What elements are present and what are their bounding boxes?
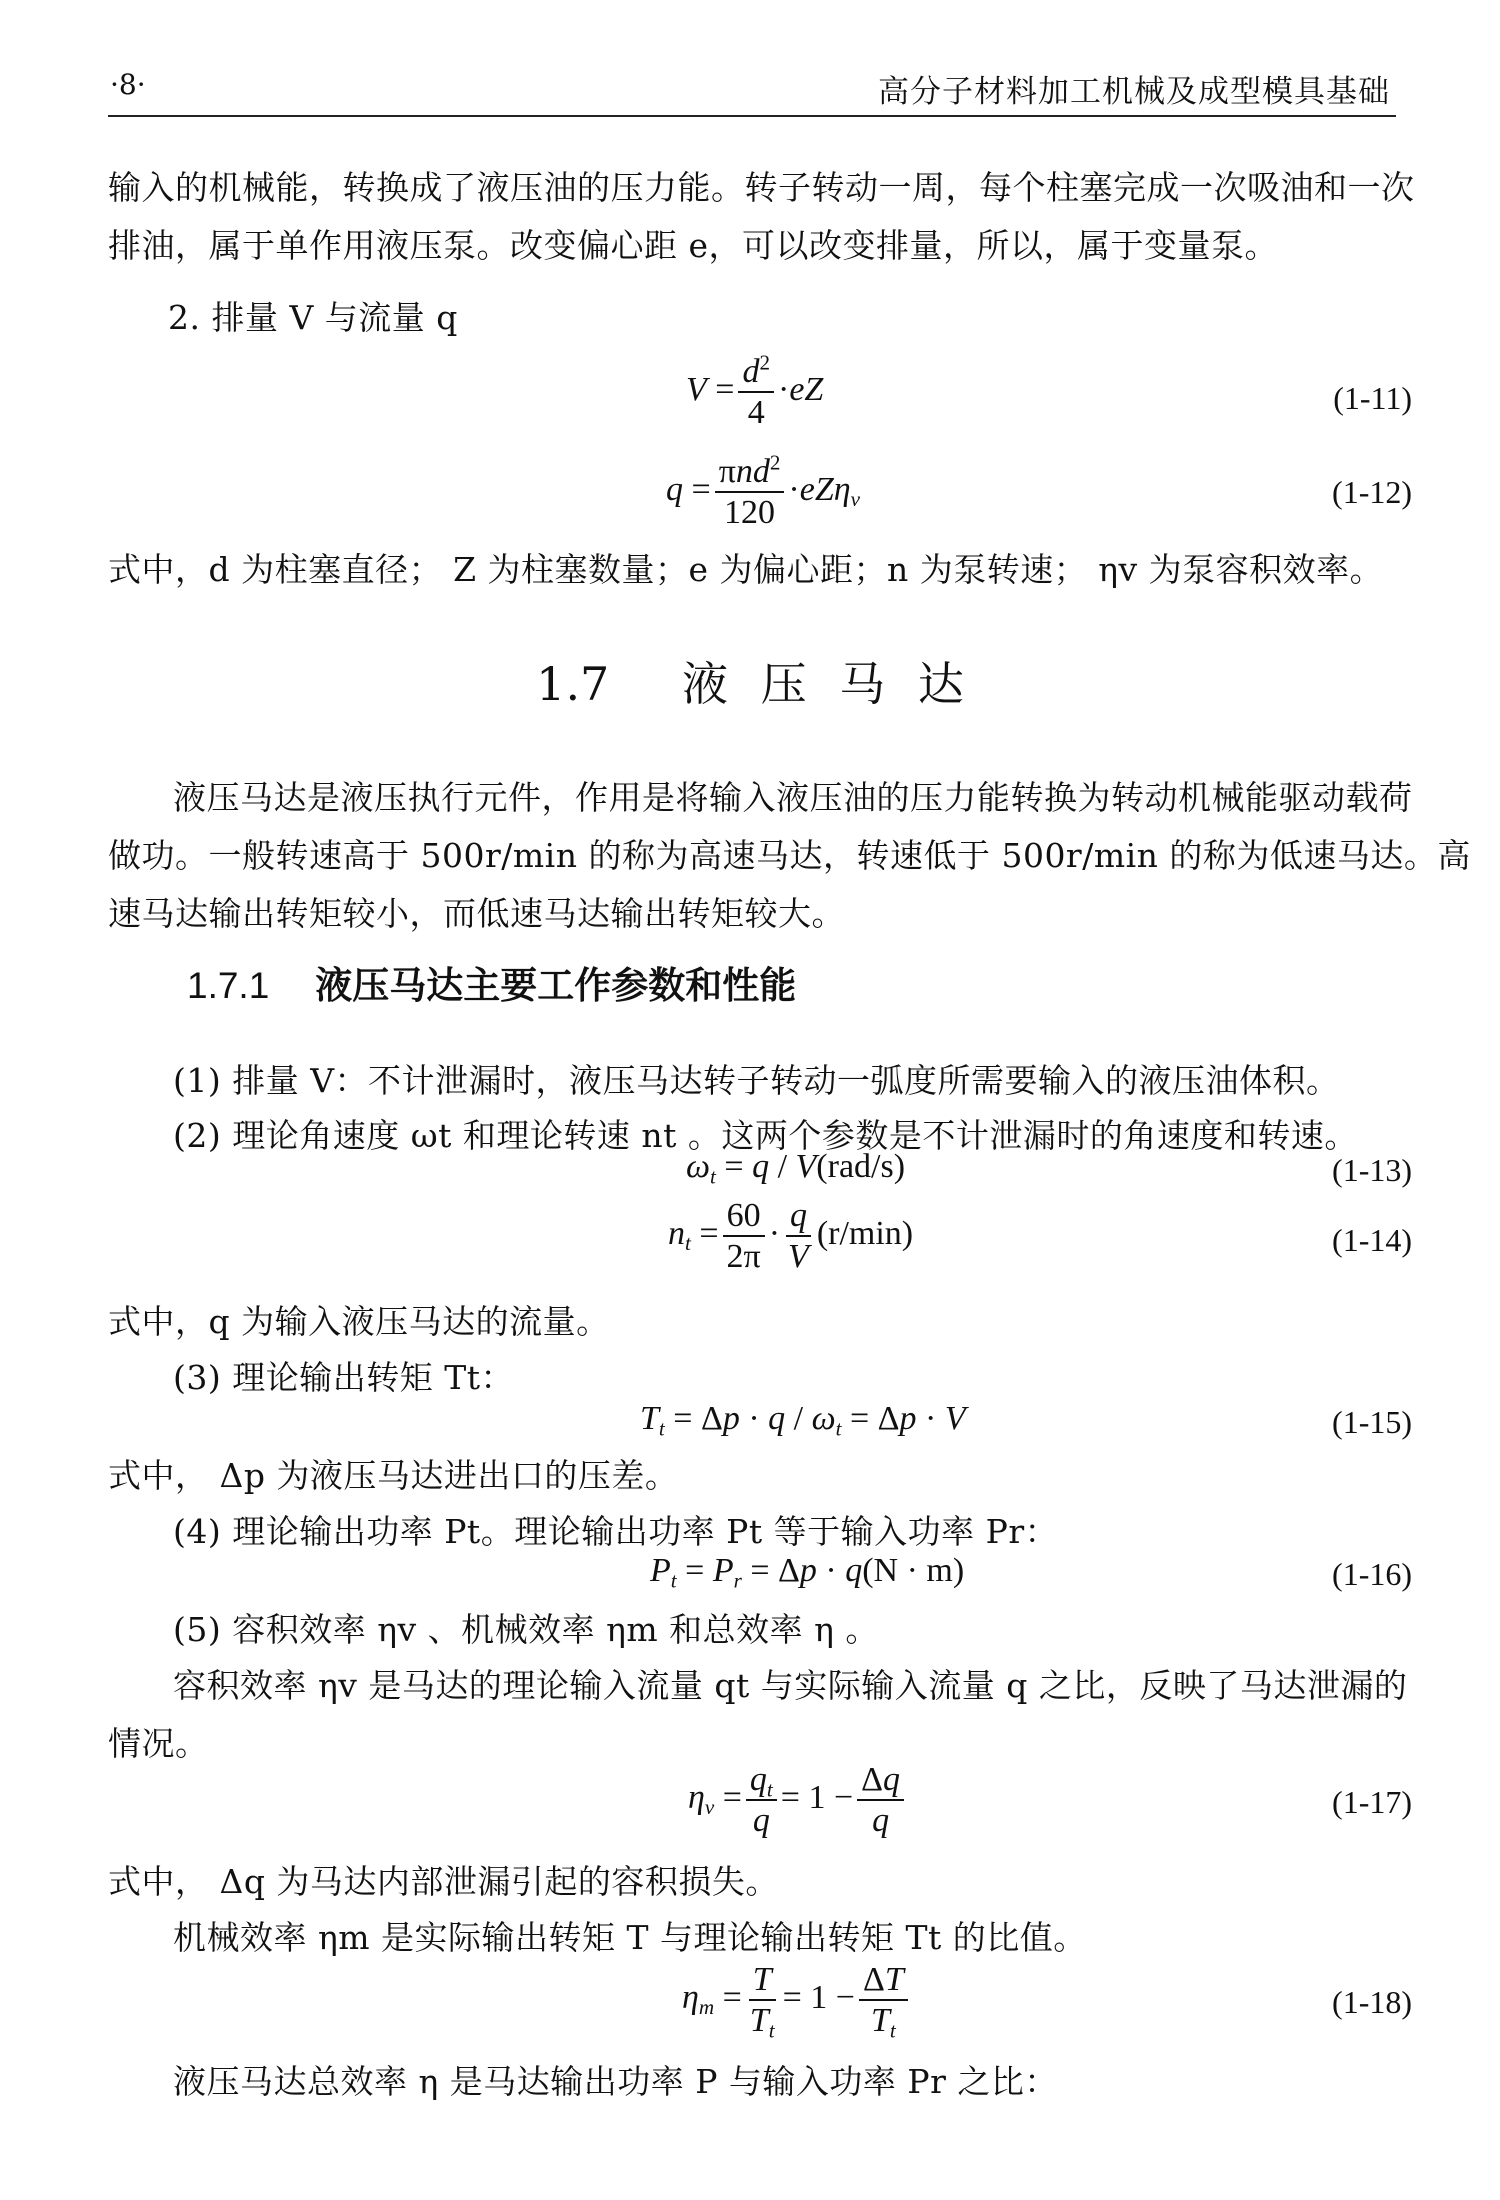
equation-1-18: $\eta_m$ = $\frac{T}{T_t}$ = 1 − $\frac{\Delta T}{T_t}$ bbox=[682, 1960, 912, 2040]
equation-1-16: $P_t = P_r = \Delta p \cdot q(N \cdot m)$ bbox=[650, 1552, 965, 1593]
total-efficiency-text: 液压马达总效率 η 是马达输出功率 P 与输入功率 Pr 之比： bbox=[173, 2062, 1058, 2101]
equation-1-15: $T_t = \Delta p \cdot q / \omega_t = \Delta p \cdot V$ bbox=[640, 1400, 966, 1441]
where-clause-1: 式中，d 为柱塞直径； Z 为柱塞数量；e 为偏心距；n 为泵转速； ηv 为泵容积效率。 bbox=[108, 550, 1384, 589]
intro-line-1: 输入的机械能，转换成了液压油的压力能。转子转动一周，每个柱塞完成一次吸油和一次 bbox=[108, 168, 1415, 207]
item-2: (2) 理论角速度 ωt 和理论转速 nt 。这两个参数是不计泄漏时的角速度和转速。 bbox=[173, 1116, 1358, 1155]
section-intro-line-3: 速马达输出转矩较小，而低速马达输出转矩较大。 bbox=[108, 894, 845, 933]
equation-1-17: $\eta_v$ = $\frac{q_t}{q}$ = 1 − $\frac{\Delta q}{q}$ bbox=[688, 1760, 908, 1840]
equation-1-14: $n_t$ = $\frac{60}{2\pi}$ · $\frac{q}{V}$ (r/min) bbox=[668, 1197, 914, 1276]
header-rule bbox=[108, 115, 1396, 117]
volumetric-efficiency-line-1: 容积效率 ηv 是马达的理论输入流量 qt 与实际输入流量 q 之比，反映了马达泄漏的 bbox=[173, 1666, 1408, 1705]
volumetric-efficiency-line-2: 情况。 bbox=[108, 1724, 209, 1763]
section-intro-line-1: 液压马达是液压执行元件，作用是将输入液压油的压力能转换为转动机械能驱动载荷 bbox=[173, 778, 1413, 817]
equation-number-1-13: (1-13) bbox=[1332, 1152, 1412, 1188]
item-3: (3) 理论输出转矩 Tt： bbox=[173, 1358, 514, 1397]
equation-number-1-11: (1-11) bbox=[1333, 380, 1412, 416]
equation-number-1-15: (1-15) bbox=[1332, 1404, 1412, 1440]
equation-number-1-17: (1-17) bbox=[1332, 1784, 1412, 1820]
section-heading bbox=[0, 648, 1500, 714]
mechanical-efficiency-text: 机械效率 ηm 是实际输出转矩 T 与理论输出转矩 Tt 的比值。 bbox=[173, 1918, 1087, 1957]
subsection-title: 液压马达主要工作参数和性能 bbox=[315, 964, 797, 1007]
item-1: (1) 排量 V：不计泄漏时，液压马达转子转动一弧度所需要输入的液压油体积。 bbox=[173, 1061, 1340, 1100]
equation-1-11: V = $\frac{d^2}{4}$ ·eZ bbox=[686, 350, 824, 432]
running-header-title: 高分子材料加工机械及成型模具基础 bbox=[878, 74, 1390, 110]
subsection-2-label: 2. 排量 V 与流量 q bbox=[168, 298, 458, 337]
where-clause-2: 式中，q 为输入液压马达的流量。 bbox=[108, 1302, 610, 1341]
equation-number-1-18: (1-18) bbox=[1332, 1984, 1412, 2020]
subsection-heading bbox=[187, 955, 796, 1009]
equation-number-1-16: (1-16) bbox=[1332, 1556, 1412, 1592]
equation-number-1-14: (1-14) bbox=[1332, 1222, 1412, 1258]
item-4: (4) 理论输出功率 Pt。理论输出功率 Pt 等于输入功率 Pr： bbox=[173, 1512, 1059, 1551]
equation-1-13: $\omega_t = q / V(rad/s)$ bbox=[686, 1148, 906, 1189]
equation-1-12: q = $\frac{\pi nd^2}{120}$ ·eZη$_v$ bbox=[666, 450, 860, 532]
item-5: (5) 容积效率 ηv 、机械效率 ηm 和总效率 η 。 bbox=[173, 1610, 879, 1649]
intro-line-2: 排油，属于单作用液压泵。改变偏心距 e，可以改变排量，所以，属于变量泵。 bbox=[108, 226, 1279, 265]
where-clause-3: 式中， Δp 为液压马达进出口的压差。 bbox=[108, 1456, 679, 1495]
section-title: 液 压 马 达 bbox=[681, 657, 964, 711]
section-number: 1.7 bbox=[536, 657, 610, 711]
page-number: ·8· bbox=[110, 68, 146, 101]
subsection-number: 1.7.1 bbox=[187, 965, 270, 1006]
section-intro-line-2: 做功。一般转速高于 500r/min 的称为高速马达，转速低于 500r/min 的称为低速马达。高 bbox=[108, 836, 1471, 875]
equation-number-1-12: (1-12) bbox=[1332, 474, 1412, 510]
where-clause-4: 式中， Δq 为马达内部泄漏引起的容积损失。 bbox=[108, 1862, 779, 1901]
